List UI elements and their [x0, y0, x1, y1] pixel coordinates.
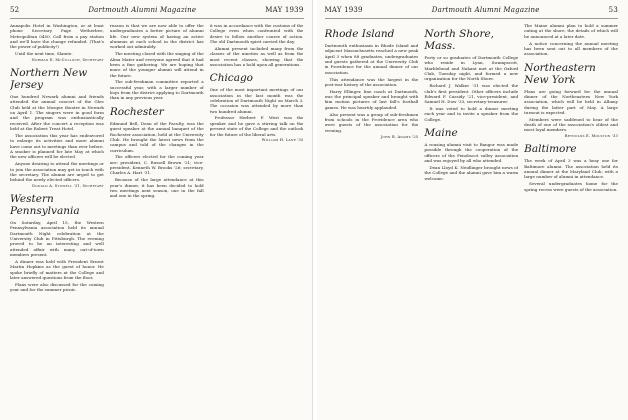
paragraph: Dean Lloyd K. Neidlinger brought news of the College and the alumni gave him a warm welcome.: [424, 165, 519, 181]
paragraph: The association this year has endeavored to enlarge its activities and more alumni have come out to meetings than ever before. A smoker is planned for late May at which the new officers will be elected.: [10, 132, 104, 160]
column-3: [524, 23, 618, 419]
page-number: 53: [608, 6, 618, 14]
page-number: 52: [10, 6, 20, 14]
section-heading: Northern New Jersey: [10, 67, 88, 92]
paragraph: The Maine alumni plan to hold a summer outing at the shore, the details of which will be announced at a later date.: [524, 23, 618, 39]
section-heading: Rochester: [109, 105, 164, 118]
paragraph: One hundred Newark alumni and friends attended the annual concert of the Glee Club held at the Mosque theatre in Newark on April 1. The singers were in good form and the program was enthusiastically received. After the concert a reception was held at the Robert Treat Hotel.: [10, 94, 104, 132]
column-2: [110, 23, 204, 419]
paragraph: This attendance was the largest in the post-war history of the association.: [324, 76, 419, 87]
paragraph: Edmund Bell, Dean of the Faculty, was the guest speaker at the annual banquet of the Rochester association, held at the University Club. He brought the latest news from the campus and told of the changes in the curriculum.: [109, 120, 204, 153]
paragraph: reason is that we are now able to offer the undergraduates a better picture of alumni life. Our new system of having an active alumnus at each school in the district has worked out admirably.: [109, 23, 204, 50]
paragraph: Because of the large attendance at this year's dinner, it has been decided to hold two meetings next season, one in the fall and one in the spring.: [109, 177, 204, 199]
paragraph: Until the next time, Slainte.: [15, 51, 73, 57]
issue-date: MAY 1939: [265, 6, 304, 14]
paragraph: Plans are going forward for the annual dinner of the Northeastern New York association, which will be held in Albany during the latter part of May. A large turnout is expected.: [524, 88, 618, 115]
section-heading: North Shore, Mass.: [424, 28, 495, 52]
running-title: Dartmouth Alumni Magazine: [431, 6, 540, 14]
section-heading: Western Pennsylvania: [10, 193, 80, 218]
signature: John R. Adams '25: [380, 134, 419, 139]
paragraph: It was voted to hold a dinner meeting each year and to invite a speaker from the College.: [424, 106, 519, 122]
paragraph: One of the most important meetings of our association in the last month was the celebration of Dartmouth Night on March 3. The occasion was attended by more than two hundred alumni.: [209, 87, 304, 114]
paragraph: Richard J. Walker '31 was elected the club's first president. Other officers include Edward F. Cassidy '21, vice-president, and Samuel H. Dow '33, secretary-treasurer.: [424, 83, 519, 105]
column-area: [325, 23, 619, 419]
paragraph: On Saturday, April 15, the Western Pennsylvania association held its annual Dartmouth Night celebration at the University Club in Pittsburgh. The evening proved to be an interesting and well attended affair with many out-of-town members present.: [10, 220, 104, 258]
section-heading: Rhode Island: [324, 28, 395, 40]
paragraph: A rousing alumni visit to Bangor was made possible through the cooperation of the officers of the Penobscot valley association and was enjoyed by all who attended.: [424, 142, 519, 164]
section-heading: Baltimore: [524, 143, 577, 156]
paragraph: The week of April 3 was a busy one for Baltimore alumni. The association held its annual dinner at the Maryland Club, with a large number of alumni in attendance.: [524, 158, 618, 180]
column-2: [424, 23, 518, 419]
left-page: [0, 0, 312, 420]
issue-date: MAY 1939: [324, 6, 363, 14]
column-3: [210, 23, 304, 419]
running-header: [325, 6, 619, 19]
section-heading: Maine: [424, 127, 458, 140]
paragraph: Dartmouth enthusiasm in Rhode Island and adjacent Massachusetts reached a new peak April 3 when 88 graduates, undergraduates and guests gathered at the University Club in Providence for the annual dinner of our association.: [324, 43, 419, 75]
paragraph: Plans were also discussed for the coming year and for the summer picnic.: [10, 281, 104, 293]
paragraph: The meeting closed with the singing of the Alma Mater and everyone agreed that it had been a fine gathering. We are hoping that more of the younger alumni will attend in the future.: [109, 51, 204, 78]
paragraph: The officers elected for the coming year are: president, C. Russell Brown '21; vice-president, Kenneth W. Brooks '26; secretary, Charles A. Hart '31.: [109, 154, 204, 176]
paragraph: The sub-freshman committee reported a successful year, with a larger number of boys from the district applying to Dartmouth than in any previous year.: [109, 79, 204, 101]
signature: William H. Lane '35: [261, 138, 304, 143]
column-1: [325, 23, 419, 419]
paragraph: Alumni present included many from the classes of the nineties as well as from the most recent classes, showing that the association has a hold upon all generations.: [209, 45, 304, 67]
column-area: [10, 23, 304, 419]
section-heading: Northeastern New York: [524, 61, 596, 86]
running-header: [10, 6, 304, 19]
paragraph: it was in accordance with the customs of the College even when confronted with the desire to follow another course of action. The old Dartmouth spirit carried the day.: [209, 23, 304, 45]
signature: Donald A. Stowell '31, Secretary: [32, 184, 104, 189]
page-gutter: [312, 0, 313, 420]
paragraph: Anyone desiring to attend the meetings or to join the association may get in touch with the secretary. The alumni are urged to get behind the newly elected officers.: [10, 161, 104, 183]
paragraph: A notice concerning the annual meeting has been sent out to all members of the association.: [524, 40, 618, 57]
paragraph: Forty or so graduates of Dartmouth College who reside in Lynn, Swampscott, Marblehead and Nahant met at the Oxford Club, Tuesday night, and formed a new organization for the North Shore.: [424, 55, 519, 82]
signature: Norman E. McCulloch, Secretary: [31, 58, 104, 63]
column-1: [10, 23, 104, 419]
signature: Reynolds E. Moulton '33: [564, 134, 618, 139]
paragraph: Professor Herbert F. West was the speaker and he gave a stirring talk on the present state of the College and the outlook for the future of the liberal arts.: [209, 115, 304, 137]
right-page: [317, 0, 628, 420]
running-title: Dartmouth Alumni Magazine: [88, 6, 197, 14]
section-heading: Chicago: [209, 72, 253, 85]
paragraph: A dinner was held with President Ernest Martin Hopkins as the guest of honor. He spoke briefly of matters at the College and later answered questions from the floor.: [10, 258, 104, 280]
paragraph: Also present was a group of sub-freshmen from schools in the Providence area who were guests of the association for the evening.: [324, 111, 419, 133]
paragraph: Harry Ellinger, line coach at Dartmouth, was the principal speaker and brought with him motion pictures of last fall's football games. He was heartily applauded.: [324, 88, 419, 110]
paragraph: Members were saddened to hear of the death of one of the association's oldest and most loyal members.: [524, 116, 618, 133]
paragraph: Several undergraduates home for the spring recess were guests of the association.: [524, 181, 618, 192]
paragraph: Annapolis Hotel in Washington, or at least phone Secretary Page Wetherbee, Metropolitan 0450. Call from a pay station and we'll have the change refunded. (That's the power of publicity!): [10, 23, 104, 50]
